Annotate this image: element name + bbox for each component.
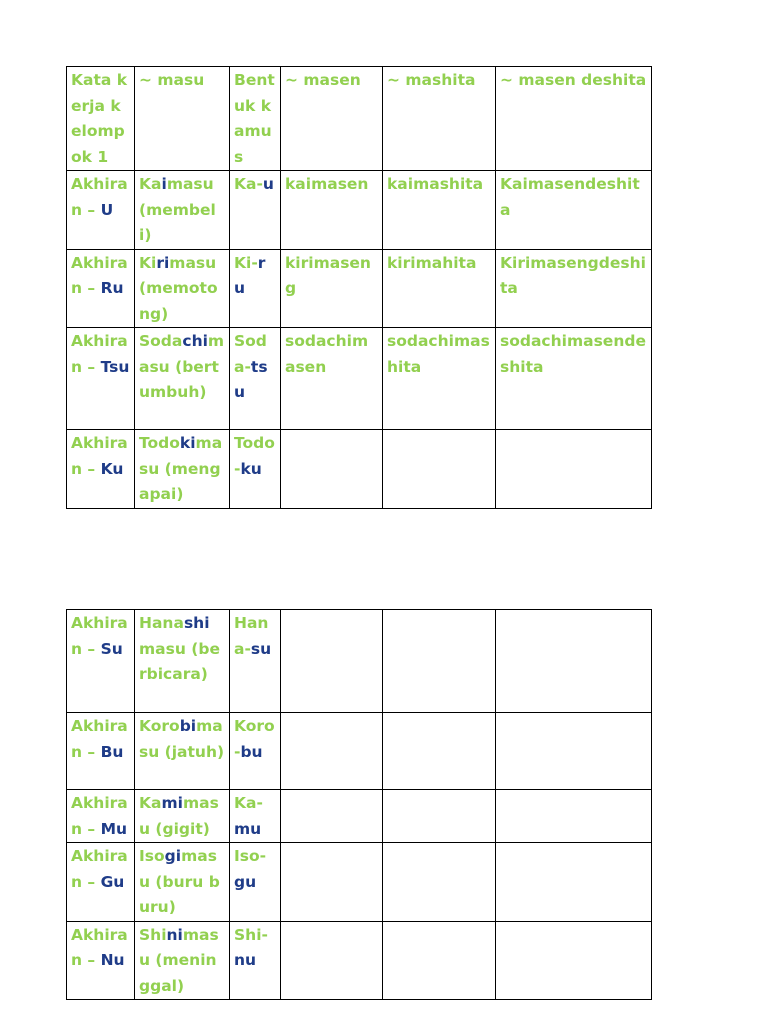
- masen-deshita-cell: [496, 713, 652, 790]
- masen-cell: [281, 610, 383, 713]
- table-row: [67, 430, 652, 509]
- dictionary-form-cell: Ka-u: [230, 171, 281, 250]
- mashita-cell: kirimahita: [383, 249, 496, 328]
- masen-cell: [281, 713, 383, 790]
- dictionary-form-cell: Ki-ru: [230, 249, 281, 328]
- masen-cell: sodachimasen: [281, 328, 383, 430]
- mashita-cell: kaimashita: [383, 171, 496, 250]
- masen-cell: kirimaseng: [281, 249, 383, 328]
- verb-conjugation-table-2: [66, 609, 652, 1000]
- ending-cell: Akhiran – Tsu: [67, 328, 135, 430]
- ending-cell: Akhiran – Mu: [67, 790, 135, 843]
- dictionary-form-cell: Ka-mu: [230, 790, 281, 843]
- dictionary-form-cell: Shi-nu: [230, 921, 281, 1000]
- ending-cell: Akhiran – U: [67, 171, 135, 250]
- masen-cell: [281, 430, 383, 509]
- masen-deshita-cell: [496, 790, 652, 843]
- ending-cell: Akhiran – Bu: [67, 713, 135, 790]
- ending-cell: Akhiran – Ru: [67, 249, 135, 328]
- masen-deshita-cell: [496, 430, 652, 509]
- masu-form-cell: Kirimasu (memotong): [135, 249, 230, 328]
- verb-conjugation-table-1: [66, 66, 652, 509]
- ending-cell: Akhiran – Ku: [67, 430, 135, 509]
- dictionary-form-cell: Soda-tsu: [230, 328, 281, 430]
- masu-form-cell: Korobimasu (jatuh): [135, 713, 230, 790]
- ending-cell: Akhiran – Su: [67, 610, 135, 713]
- table-row: [67, 610, 652, 713]
- mashita-cell: [383, 610, 496, 713]
- masen-deshita-cell: sodachimasendeshita: [496, 328, 652, 430]
- masen-cell: [281, 790, 383, 843]
- table-header-row: [67, 67, 652, 171]
- ending-cell: Akhiran – Nu: [67, 921, 135, 1000]
- masu-form-cell: Kamimasu (gigit): [135, 790, 230, 843]
- masen-cell: kaimasen: [281, 171, 383, 250]
- masen-deshita-cell: [496, 843, 652, 922]
- table-row: [67, 843, 652, 922]
- masu-form-cell: Todokimasu (mengapai): [135, 430, 230, 509]
- header-masen-deshita: ~ masen deshita: [496, 67, 652, 171]
- header-masu: ~ masu: [135, 67, 230, 171]
- table-row: [67, 790, 652, 843]
- dictionary-form-cell: Hana-su: [230, 610, 281, 713]
- dictionary-form-cell: Iso-gu: [230, 843, 281, 922]
- table-row: [67, 921, 652, 1000]
- table-row: [67, 328, 652, 430]
- masen-deshita-cell: Kirimasengdeshita: [496, 249, 652, 328]
- masen-deshita-cell: Kaimasendeshita: [496, 171, 652, 250]
- mashita-cell: [383, 430, 496, 509]
- mashita-cell: [383, 790, 496, 843]
- masen-cell: [281, 843, 383, 922]
- masu-form-cell: Hanashimasu (berbicara): [135, 610, 230, 713]
- mashita-cell: sodachimashita: [383, 328, 496, 430]
- dictionary-form-cell: Todo-ku: [230, 430, 281, 509]
- header-dictionary-form: Bentuk kamus: [230, 67, 281, 171]
- masen-deshita-cell: [496, 921, 652, 1000]
- ending-cell: Akhiran – Gu: [67, 843, 135, 922]
- masu-form-cell: Isogimasu (buru buru): [135, 843, 230, 922]
- header-mashita: ~ mashita: [383, 67, 496, 171]
- dictionary-form-cell: Koro-bu: [230, 713, 281, 790]
- masen-deshita-cell: [496, 610, 652, 713]
- masu-form-cell: Kaimasu (membeli): [135, 171, 230, 250]
- table-row: [67, 171, 652, 250]
- masu-form-cell: Sodachimasu (bertumbuh): [135, 328, 230, 430]
- masu-form-cell: Shinimasu (meninggal): [135, 921, 230, 1000]
- masen-cell: [281, 921, 383, 1000]
- header-masen: ~ masen: [281, 67, 383, 171]
- table-row: [67, 249, 652, 328]
- header-verb-group: Kata kerja kelompok 1: [67, 67, 135, 171]
- table-row: [67, 713, 652, 790]
- mashita-cell: [383, 921, 496, 1000]
- mashita-cell: [383, 843, 496, 922]
- mashita-cell: [383, 713, 496, 790]
